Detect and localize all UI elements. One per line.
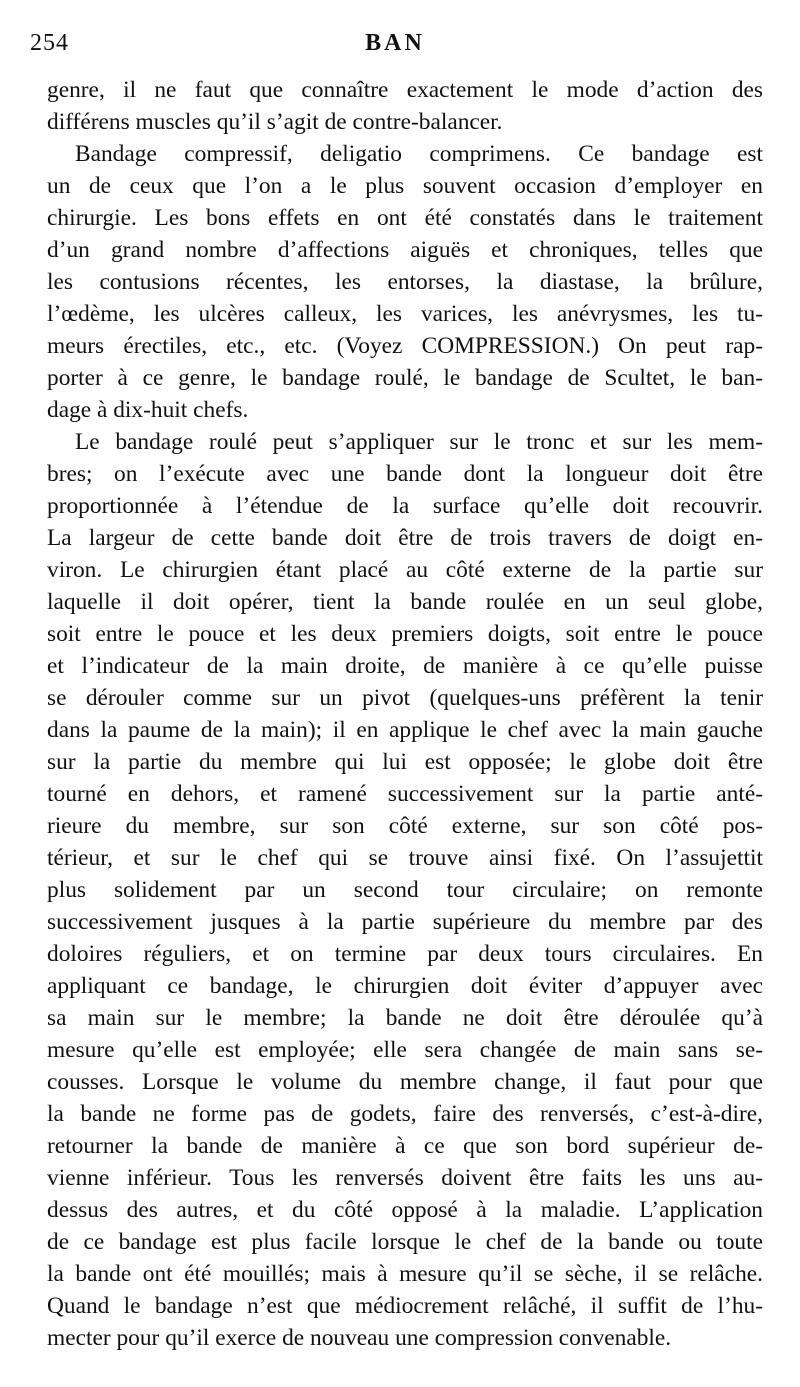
text-line: térieur, et sur le chef qui se trouve ainsi fixé. On l’assujettit — [47, 845, 763, 871]
text-line: de ce bandage est plus facile lorsque le chef de la bande ou toute — [47, 1229, 763, 1255]
text-line: différens muscles qu’il s’agit de contre-balancer. — [47, 109, 503, 135]
running-head: BAN — [365, 30, 425, 56]
text-line: tourné en dehors, et ramené successivement sur la partie anté- — [47, 781, 763, 807]
text-line: mecter pour qu’il exerce de nouveau une compression convenable. — [47, 1325, 672, 1351]
text-line: successivement jusques à la partie supérieure du membre par des — [47, 909, 763, 935]
text-line: genre, il ne faut que connaître exactement le mode d’action des — [47, 77, 763, 103]
text-line: d’un grand nombre d’affections aiguës et chroniques, telles que — [47, 237, 763, 263]
body-text — [47, 74, 763, 1354]
text-line: les contusions récentes, les entorses, la diastase, la brûlure, — [47, 269, 763, 295]
text-line: meurs érectiles, etc., etc. (Voyez COMPRESSION.) On peut rap- — [47, 333, 763, 359]
text-line: et l’indicateur de la main droite, de manière à ce qu’elle puisse — [47, 653, 763, 679]
text-line: sur la partie du membre qui lui est opposée; le globe doit être — [47, 749, 763, 775]
text-line: plus solidement par un second tour circulaire; on remonte — [47, 877, 763, 903]
text-line: viron. Le chirurgien étant placé au côté externe de la partie sur — [47, 557, 763, 583]
text-line: un de ceux que l’on a le plus souvent occasion d’employer en — [47, 173, 763, 199]
page-number: 254 — [30, 30, 69, 56]
text-line: Bandage compressif, deligatio comprimens. Ce bandage est — [75, 141, 763, 167]
text-line: sa main sur le membre; la bande ne doit être déroulée qu’à — [47, 1005, 763, 1031]
text-line: la bande ne forme pas de godets, faire des renversés, c’est-à-dire, — [47, 1101, 763, 1127]
text-line: chirurgie. Les bons effets en ont été constatés dans le traitement — [47, 205, 763, 231]
text-line: dage à dix-huit chefs. — [47, 397, 249, 423]
text-line: dessus des autres, et du côté opposé à la maladie. L’application — [47, 1197, 763, 1223]
text-line: bres; on l’exécute avec une bande dont la longueur doit être — [47, 461, 763, 487]
text-line: dans la paume de la main); il en applique le chef avec la main gauche — [47, 717, 763, 743]
text-line: Quand le bandage n’est que médiocrement relâché, il suffit de l’hu- — [47, 1293, 763, 1319]
text-line: se dérouler comme sur un pivot (quelques-uns préfèrent la tenir — [47, 685, 763, 711]
text-line: doloires réguliers, et on termine par deux tours circulaires. En — [47, 941, 763, 967]
text-line: laquelle il doit opérer, tient la bande roulée en un seul globe, — [47, 589, 763, 615]
text-line: l’œdème, les ulcères calleux, les varices, les anévrysmes, les tu- — [47, 301, 763, 327]
text-line: La largeur de cette bande doit être de trois travers de doigt en- — [47, 525, 763, 551]
text-line: la bande ont été mouillés; mais à mesure qu’il se sèche, il se relâche. — [47, 1261, 763, 1287]
text-line: Le bandage roulé peut s’appliquer sur le tronc et sur les mem- — [75, 429, 763, 455]
text-line: proportionnée à l’étendue de la surface qu’elle doit recouvrir. — [47, 493, 763, 519]
text-line: rieure du membre, sur son côté externe, sur son côté pos- — [47, 813, 763, 839]
text-line: appliquant ce bandage, le chirurgien doit éviter d’appuyer avec — [47, 973, 763, 999]
text-line: porter à ce genre, le bandage roulé, le bandage de Scultet, le ban- — [47, 365, 763, 391]
page-header — [30, 30, 760, 62]
text-line: vienne inférieur. Tous les renversés doivent être faits les uns au- — [47, 1165, 763, 1191]
text-line: cousses. Lorsque le volume du membre change, il faut pour que — [47, 1069, 763, 1095]
text-line: mesure qu’elle est employée; elle sera changée de main sans se- — [47, 1037, 763, 1063]
text-line: soit entre le pouce et les deux premiers doigts, soit entre le pouce — [47, 621, 763, 647]
text-line: retourner la bande de manière à ce que son bord supérieur de- — [47, 1133, 763, 1159]
